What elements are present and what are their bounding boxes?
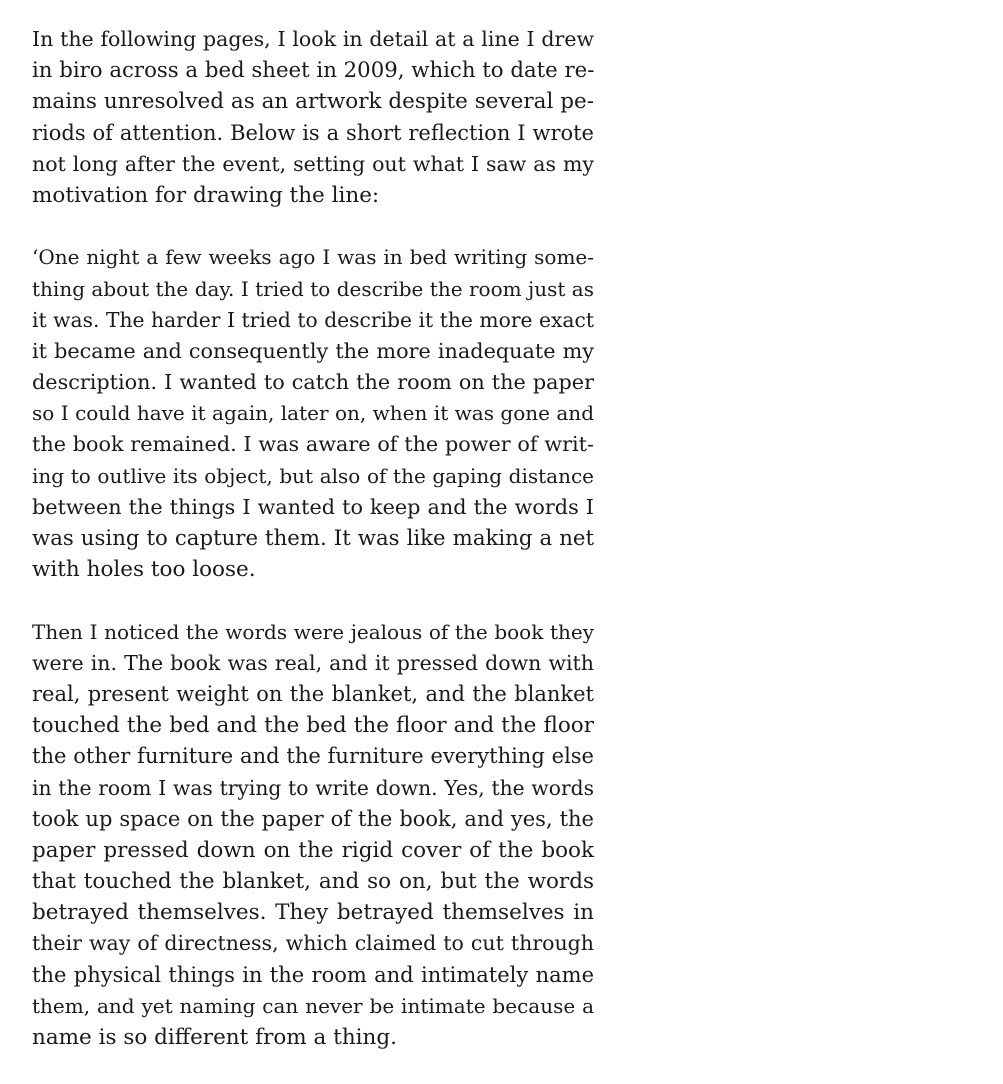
text-line: it became and consequently the more inadequate my: [32, 338, 594, 363]
text-line: Then I noticed the words were jealous of the book they: [32, 619, 594, 644]
text-line: were in. The book was real, and it pressed down with: [32, 650, 594, 675]
text-line: it was. The harder I tried to describe it the more exact: [32, 307, 594, 332]
text-line: in the room I was trying to write down. Yes, the words: [32, 775, 594, 800]
text-line: ing to outlive its object, but also of the gaping distance: [32, 463, 594, 488]
text-line: between the things I wanted to keep and the words I: [32, 494, 594, 519]
text-line: motivation for drawing the line:: [32, 182, 380, 208]
text-line: paper pressed down on the rigid cover of the book: [32, 837, 594, 863]
text-line: took up space on the paper of the book, and yes, the: [32, 806, 594, 831]
text-line: their way of directness, which claimed to cut through: [32, 931, 594, 956]
text-line: was using to capture them. It was like making a net: [32, 526, 594, 551]
text-line: description. I wanted to catch the room on the paper: [32, 370, 594, 395]
text-line: that touched the blanket, and so on, but the words: [32, 869, 594, 895]
text-line: touched the bed and the bed the floor and the floor: [32, 713, 594, 739]
text-line: real, present weight on the blanket, and the blanket: [32, 681, 594, 706]
text-line: them, and yet naming can never be intimate because a: [32, 993, 594, 1018]
text-line: mains unresolved as an artwork despite several pe-: [32, 89, 594, 115]
text-line: In the following pages, I look in detail at a line I drew: [32, 27, 594, 51]
text-line: so I could have it again, later on, when it was gone and: [32, 401, 594, 426]
text-line: with holes too loose.: [32, 557, 256, 583]
paragraph-1: [32, 24, 594, 211]
text-line: thing about the day. I tried to describe the room just as: [32, 276, 594, 301]
text-line: in biro across a bed sheet in 2009, which to date re-: [32, 58, 595, 84]
text-line: ‘One night a few weeks ago I was in bed writing some-: [32, 245, 594, 270]
text-line: not long after the event, setting out what I saw as my: [32, 151, 594, 176]
text-line: the physical things in the room and intimately name: [32, 962, 594, 987]
text-line: riods of attention. Below is a short reflection I wrote: [32, 120, 594, 145]
document-page: [32, 24, 594, 1084]
paragraph-3: [32, 617, 594, 1054]
text-line: betrayed themselves. They betrayed themselves in: [32, 900, 594, 926]
text-line: the book remained. I was aware of the power of writ-: [32, 432, 594, 457]
text-line: the other furniture and the furniture everything else: [32, 744, 594, 769]
text-line: name is so different from a thing.: [32, 1025, 397, 1050]
paragraph-2: [32, 242, 594, 585]
